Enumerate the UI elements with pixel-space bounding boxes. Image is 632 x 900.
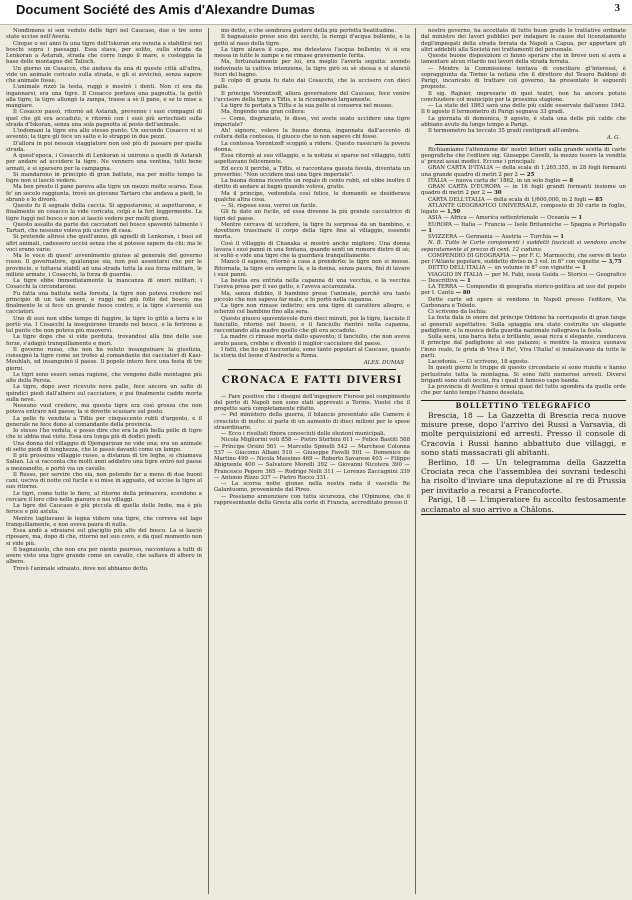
page-number: 3 [614,2,620,14]
paragraph: Il Cosacco passò, ritornò ad Astarah, prevenne i suoi compagni di quel che gli era accaduto, e ritornò con i suoi più arrischiati sulla strada d'Iskoran, senza una sola pagnotta al posto dell'animale. [6,109,202,128]
telegraph-title: BOLLETTINO TELEGRAFICO [455,400,592,410]
news-item: In questi giorni le truppe di questo circondario si sono riunite e hanno perlustrato tutta la montagna. Si sono fatti numerosi arresti. Diversi briganti sono stati uccisi, fra i quali il famoso capo banda. [421,365,626,384]
catalog-entry-text: ATLANTE GEOGRAFICO UNIVERSALE, composto di 30 carte in foglio, legato [421,202,626,215]
section-title: CRONACA E FATTI DIVERSI [221,374,403,386]
paragraph: Uno di essi non ebbe tempo di fuggire, la tigre lo gittò a terra e lo portò via. I Cosacchi la inseguirono tirando nel bosco, e la ferirono a tal punto che non poteva più muoversi. [6,315,202,334]
book-entry [421,253,626,266]
paragraph: Nessuno vuol credere, ma questa tigre era così grossa che non poteva entrare nel paese; la si dovette scuoiare sul posto. [6,403,202,416]
catalog-entry-price: — 1,50 [439,209,461,215]
paragraph: Nondimeno si son veduto delle tigri nel Caucaso, due o tre sono state uccise nell'Averia. [6,28,202,41]
paragraph: Questo assalto da parte dei cacciatori nel bosco spaventò talmente i Tartari, che nessuno voleva più uscire di casa. [6,221,202,234]
news-item: — Pel ministero della guerra, il bilancio presentato alle Camere è cresciuto di molto: si parla di un aumento di dieci milioni per le spese straordinarie. [214,412,410,431]
catalog-entry [421,165,626,178]
feuilleton-continuation [214,28,410,359]
feuilleton-text [6,28,202,572]
paragraph: La bestia era entrata nella capanna di una vecchia, e la vecchia l'aveva presa per il suo gatto, e l'aveva accarezzata. [214,278,410,291]
paragraph: Si pretende altresì che quell'anno, gli agnelli di Lenkoran, i buoi ed altri animali, cadessero uccisi senza che si potesse sapere da chi; ma le voci erano varie. [6,234,202,253]
paragraph: Ma le voce di quest' avvenimento giunse al generale del governo russo. Il governatore, qualunque sia, non può assentarsi che per le provincie, e tuttavia stabilì ad una strada tutta la sua forza militare, le milizie armate, i Cosacchi, la forza di guardia. [6,253,202,278]
paragraph: La contessa Vorontzoff scoppiò a ridere. Questo rassicurò la povera donna. [214,140,410,153]
paragraph: Così il villaggio di Chanaka si mostrò anche migliore. Una donna lavava i suoi panni in una fontana, quando sentì un rumore dietro di sè; si voltò e vide una tigre che la guardava tranquillamente. [214,240,410,259]
column-middle [214,28,410,894]
paragraph: nostro governo, ha accettato di tutto buon grado le trattative ordinate dal ministro dei lavori pubblici per indagare le cause del licenziamento degl'impiegati della strada ferrata da Napoli a Capua, per apportare gli altri addebiti alla Società nei trattamenti del personale. [421,28,626,53]
book-entry-price: — 1 [459,277,471,284]
paragraph: Una donna del villaggio di Djemgarizan ne vide una; era un animale di sette piedi di lunghezza, che le passò davanti come un lampo. [6,440,202,453]
section-divider-short [264,390,360,391]
paragraph: — Mentre la Commissione tentava di conciliare gl'interessi, è sopraggiunta da Torino la notizia che il direttore del Tesoro Baldoni di Parigi, incaricato di trattare col governo, ha presentato le seguenti proposte. [421,65,626,91]
paragraph: La tigre del Caucaso è più piccola di quella delle Indie, ma è più feroce e più astuta. [6,503,202,516]
map-catalog [421,165,626,240]
paragraph: mo detto, e che sembrava godere della più perfetta beatitudine. [221,28,397,34]
paragraph: Trovò l'animale sdraiato, dove noi abbiamo detto. [13,565,149,572]
archive-banner [0,0,632,25]
paragraph: La pelle fu venduta a Tiflis per cinquecento rubli d'argento, e il generale ne fece dono al comandante della provincia. [6,415,202,428]
paragraph: — La state del 1863 sarà una delle più calde osservate dall'anno 1842. Il 6 agosto il termometro di Parigi segnava 33 gradi. [421,103,626,116]
catalog-entry-price: — 1 [552,234,564,240]
news-signature: A. G. [606,135,620,142]
paragraph: Il principe Vorontzoff, allora governatore del Caucaso, fece venire l'uccisore della tigre a Tiflis, e la ricompensò largamente. [214,90,410,103]
paragraph: L'indomani la tigre era allo stesso punto. Un secondo Cosacco vi si avventò; la tigre gli fece un salto e lo strappò in due pezzi. [6,128,202,141]
paragraph: L'animale rizzò la testa, ruggì e mostrò i denti. Non ci era da ingannarsi, era una tigre. Il Cosacco portava una pagnotta, la gettò alla tigre, la tigre allungò la zampa, trasse a sè il pane, e se lo mise a mangiare. [6,84,202,109]
author-signature: ALES. DUMAS [363,360,404,367]
catalog-entry-price: — 25 [519,171,535,178]
map-notice: Richiamiamo l'attenzione de' nostri lettori sulla grande scelta di carte geografiche che l'editore sig. Giuseppe Cavelli, la mezzo tesoro la vendita a' prezzi assai modici. Eccone i principali: [421,146,626,165]
paragraph: Fu fatta una battuta nella foresta, la tigre non poteva credere nel principio di un tale onore, e ruggì nel più folto del bosco; ma finalmente le si fece un grande fuoco contro, e la tigre s'avventò sui cacciatori. [6,290,202,316]
paragraph: La tigre non rimase indietro: era una tigre di carattere allegro, e scherzò col bambino fino alla sera. [214,303,410,316]
catalog-entry-text: EUROPA — Italia — Francia — Isole Britanniche — Spagna e Portogallo [428,221,626,228]
paragraph: Mancò il sapone, ritornò a casa a prenderlo; la tigre non si mosse. Ritornata, la tigre era sempre là, e la donna, senza paura, finì di lavare i suoi panni. [214,259,410,278]
paragraph: Il più prossimo villaggio russo, a distanza di tre leghe, si chiamava Salian. Là si racconta che molti anni addietro una tigre entrò nel paese a mezzanotte, e portò via un cavallo. [6,453,202,472]
paragraph: D'allora in poi nessun viaggiatore non osò più di passare per quella strada. [6,140,202,153]
book-entry-price: — 80 [455,290,471,297]
paragraph: Si mandarono in principio di gran battute, ma per molto tempo la tigre non si lasciò vedere. [6,171,202,184]
book-entry-price: — 3,75 [601,259,622,265]
paragraph: Ma il principe, vedendola così felice, le domandò se desiderava qualche altra cosa. [214,190,410,203]
catalog-entry-text: GRAN CARTA D'EUROPA — in 16 fogli grandi formanti insieme un quadro di metri 2 per 2 [421,184,626,197]
column-right [421,28,626,894]
paragraph: Mentre cercava di uccidere, la tigre fu sorpresa da un bambino, e dovettero trascinare il corpo della tigre fino al villaggio, essendo morta. [214,221,410,241]
paragraph: Il governo russo, che non ha voluto insanguinare la giustizia, consegnò la tigre come un trofeo al comandante dei cacciatori di Kasi-Mouhlah, ed insanguinò il paese. Il popolo intero fece una festa di tre giorni. [6,346,202,372]
paragraph: La giornata di domenica, 9 agosto, è stata una delle più calde che abbiano avuto da lungo tempo a Parigi. [421,115,626,128]
column-rule-left [208,28,209,894]
catalog-entry [421,203,626,216]
paragraph: Il Russo, per servire cho sia, non potendo far a meno di due buoni cani, usciva di notte col fucile e si mise in agguato, ed uccise la tigre al suo ritorno. [6,471,202,491]
news-item: — Possiamo annunziare con tutta sicurezza, che l'Opinione, che il rappresentante della Grecia alla corte di Francia, accreditato presso il [214,493,410,506]
catalog-entry-text: GRAN CARTA D'ITALIA — della scala di 1,265,355, in 28 fogli formanti una grande quadro di metri 2 per 2 [421,165,626,178]
paragraph: Le tigri sono esseri senza ragione, che vengono dalle montagne più alte della Persia. [6,371,202,384]
book-entry-text: COMPENDIO DI GEOGRAFIA — per F. C. Marmocchi, che serve di testo per l'Atlante popolare, suddetto diviso in 3 vol. in 8° con vignette [421,252,626,265]
paragraph: Mentre tagliavano le legna videro una tigre, che correva sul lago tranquillamente, e non aveva paura di nulla. [6,515,202,528]
catalog-entry-price: — 85 [587,196,603,203]
paragraph: Le tigri, come tutte le fiere, al ritorno della primavera, scendono a cercare il loro cibo nelle pianure e nei villaggi. [6,490,202,503]
news-item: La provincia di Avellino è ormai quasi del tutto sgombra da quelle orde che per tanto tempo l'hanno desolata. [421,384,626,397]
paragraph: La tigre alzava il capo, ma detestava l'acqua bollente; vi si era messa in tutte le zampe e ne rimase gravemente ferita. [214,46,410,59]
paragraph: La tigre dopo che si vide perduta, trovandosi alla fine delle sue forze, s'adagiò tranquillamente e morì. [6,334,202,347]
telegram: Brescia, 18 — La Gazzetta di Brescia reca nuove misure prese, dopo l'arrivo dei Russi a Varsavia, di molte perquisizioni ed arresti. Presso il console di Cracovia i Russi hanno abbattuto due villaggi, e sono stati massacrati gli abitanti. [421,410,626,458]
news-item: — La scorsa notte giunse nella nostra rada il vascello Re Galantuomo, proveniente dal Pireo. [214,481,410,494]
news-item: Dette carte ed opere si vendono in Napoli presso l'editore, Via Carbonara e Toledo. [421,296,626,309]
catalog-entry-text: CARTA DELL'ITALIA — della scala di 1/600,000, in 2 fogli [428,196,588,203]
column-rule-right [415,28,416,894]
telegraph-bulletin [421,400,626,515]
paragraph: Il bagnaiuolo prese uno dei secchi, la riempì d'acqua bollente, e la gettò al naso della tigre. [214,34,410,47]
paragraph: Un giorno un Cosacco, che andava da una di queste città all'altra, vide un animale coricato sulla strada, e gli si avvicinò, senza sapere che animale fosse. [6,65,202,84]
paragraph: A quest'epoca, i Cosacchi di Lenkoran si unirono a quelli di Astarah per andare ad uccidere la tigre. Ne vennero una ventina, tutti bene armati, e si sparsero per la campagna. [6,153,202,172]
paragraph: Ma, senza dubbio, il bambino prese l'animale, perchè era tanto piccolo che non sapeva far male, e lo portò nella capanna. [214,290,410,303]
telegram: Parigi, 18 — L'imperatore fu accolto festosamente acclamato al suo arrivo a Châlons. [421,495,626,514]
paragraph: Il termometro ha toccato 35 gradi centigradi all'ombra. [428,128,580,134]
news-item: — Ecco i risultati finora conosciuti delle elezioni municipali. [221,431,386,437]
paragraph: I fatti, che ho qui raccontato, sono tanto popolari al Caucaso, quanto la storia del leone d'Androclo a Roma. [214,346,410,359]
book-entry-text: DETTO DELL'ITALIA — un volume in 8° con vignette [428,265,575,272]
paragraph: — Come, disgraziato, le disse, voi avete osato uccidere una tigre imperiale? [214,115,410,128]
notice-divider [435,144,612,145]
paragraph: Ma, fingendo una gran collera: [221,109,306,116]
news-item: Ci scrivono da Ischia: [428,309,487,315]
paragraph: La tigre fu portata a Tiflis e la sua pelle si conserva nel museo. [221,103,393,109]
news-item: — Fare positivo che i disegni dell'ingegnere Fiorese pel compimento del porto di Napoli non sono stati approvati a Torino. Vuolsi che il progetto sarà completamente rifatto. [214,393,410,412]
paragraph: Ma, fortunatamente per lui, era meglio l'averla seguita: avendo indovinato la cattiva intenzione, la tigre girò su sè stessa e si slanciò fuori del bagno. [214,59,410,78]
news-item: La festa data in onore del principe Oddone ha corrisposto di gran lunga ai generali aspettative. Sulla spiaggia era stato costruito un elegante padiglione, e la musica della guardia nazionale rallegrava la festa. [421,315,626,334]
paragraph: Questo fu il segnale della caccia. Si appostarono, si aspettarono, e finalmente un cosacco la vide coricata, colpì e la ferì leggermente. La tigre fuggì nel bosco e non si lasciò vedere per molti giorni. [6,203,202,222]
news-item: Lacedonia. — Ci scrivono, 18 agosto. [428,359,530,365]
more-news [421,297,626,397]
book-entry [421,272,626,285]
section-divider [228,369,396,370]
column-left [6,28,202,894]
book-entry-text: VIAGGIO IN ITALIA — per M. Fabi, ossia Guida — Storico — Geografico — Descrittiva [421,271,626,284]
paragraph: Io stesso l'ho veduta, e posso dire che era la più bella pelle di tigre che io abbia mai visto. Essa era lunga più di dodici piedi. [6,428,202,441]
catalog-entry [421,184,626,197]
news-item: Nicola Migliorini voti 858 — Pietro Sterbini 611 — Felice Bastiti 568 — Principe Orsini 561 — Marcello Spinelli 542 — Marchese Colonna 537 — Giacomo Albani 510 — Giuseppe Favelli 501 — Domenico de Martino 499 — Nicola Massimo 469 — Roberto Savarese 403 — Filippo Abignente 400 — Salvatore Morelli 392 — Giovanni Nicotera 390 — Francesco Pepere 365 — Rodrigo Nolli 311 — Lorenzo Zaccagnini 339 — Antonio Rizzo 337 — Pietro Rocco 331. [214,437,410,481]
paragraph: Essa andò a sdraiarsi sul giaciglio più alto del bosco. La si lasciò riposare, ma, dopo di che, ritornò nel suo covo, e da quel momento non si vide più. [6,528,202,547]
catalog-entry-price: — 1 [571,215,583,222]
paragraph: La buona donna ricevette un regalo di cento rubli, ed ebbe inoltre il diritto di andare ai bagni quando voleva, gratis. [214,178,410,191]
paragraph: La tigre ebbe immediatamente la mancanza di onori militari; i Cosacchi la circondarono. [6,278,202,291]
society-title: Document Société des Amis d'Alexandre Dumas [16,2,315,17]
book-entry [421,284,626,297]
paragraph: La madre ci rimase morta dallo spavento; il fanciullo, che non aveva avuto paura, crebbe e diventò il miglior cacciatore del paese. [214,334,410,347]
paragraph: Il colpo di grazia fu dato dai Cosacchi, che la uccisero con dieci palle. [214,78,410,91]
news-item: Sulla sera, una barca lieta e brillante, assai ricca e elegante, conduceva il principe dal padiglione al suo palazzo; e mentre la musica suonava l'inno reale, le grida di Viva il Re!, Viva l'Italia! si innalzavano da tutte le parti. [421,334,626,359]
news-continuation [421,28,626,134]
paragraph: Essa ritornò al suo villaggio, e la notizia si sparse nel villaggio, tutti aspettavano felicemente. [214,153,410,166]
paragraph: Queste buone disposizioni ci fanno sperare che in breve non si avrà a lamentare alcun ritardo nei lavori della strada ferrata. [421,53,626,66]
news-items [214,394,410,507]
paragraph: — Sì, rispose essa, vorrei un fucile. [221,203,318,209]
book-list [421,253,626,297]
catalog-entry-price: — 1 [421,227,433,234]
telegram-list [421,411,626,514]
catalog-entry-text: ASIA — Africa — America settentrionale — Oceania [428,215,572,222]
paragraph: Il sig. Rajnier, impresario di quei teatri, non ha ancora potuto conchiudere col municipio per la prossima stagione. [421,90,626,103]
paragraph: Ed ecco il perchè, a Tiflis, si raccontava questa favola, diventata un proverbio: "Non uccidere mai una tigre imperiale". [214,165,410,178]
book-entry-price: — 1 [574,265,586,272]
paragraph: Ma ben presto il pane pareva alla tigre un mezzo molto scarso. Essa fe' un secolo raggiunta, trovò un giovane Tartaro che andava a piedi, lo sbranò e lo divorò. [6,184,202,203]
paragraph: Gli fu dato un fucile, ed essa divenne la più grande cacciatrice di tigri del paese. [214,209,410,222]
paragraph: Cinque o sei anni fa una tigre dell'Iskoran era venuta a stabilirsi nei boschi sopra i paesaggi. Essa stava, per solito, sulla strada da Lenkoran a Astarah, strada che corre lungo il mare, e costeggia la base delle montagne del Talisch. [6,40,202,66]
telegram: Berlino, 18 — Un telegramma della Gazzetta Crociata reca che l'assemblea dei sovrani tedeschi ha risolto d'inviare una deputazione al re di Prussia per invitarlo a recarsi a Francoforte. [421,457,626,495]
paragraph: La tigre, dopo aver ricevuto nove palle, fece ancora un salto di quindici piedi dall'albero sul cacciatore, e poi finalmente cadde morta sulla neve. [6,384,202,403]
catalog-entry-price: — 30 [486,190,502,197]
paragraph: Il bagnaiuolo, che non era per niente pauroso, raccontava a tutti di avere visto una tigre grande come un cavallo, che saltava di albero in albero. [6,546,202,566]
paragraph: Ah! signore, volevo la buona donna, ingannata dall'accento di collera della contessa, il giuoco che io non sapevo chi fosse. [214,128,410,141]
catalog-entry [421,222,626,235]
catalog-entry-price: — 8 [562,177,574,184]
catalog-note: N. B. Tutte le Carte componenti i suddetti fascicoli si vendono anche separatamente al prezzo di cent. 12 caduno. [421,240,626,253]
paragraph: Questo giuoco spaventevole durò dieci minuti, poi la tigre, lasciato il fanciullo, ritornò nel bosco, e il fanciullo rientrò nella capanna, raccontando alla madre quello che gli era accaduto. [214,315,410,334]
book-entry-text: LA TERRA — Compendio di geografia storico-politica ad uso del popolo per I. Cantù [421,284,626,297]
catalog-entry-text: SVIZZERA — Germania — Austria — Turchia [428,234,553,240]
catalog-entry-text: ITALIA — nuova carta de' 1862, in un solo foglio [428,177,563,184]
